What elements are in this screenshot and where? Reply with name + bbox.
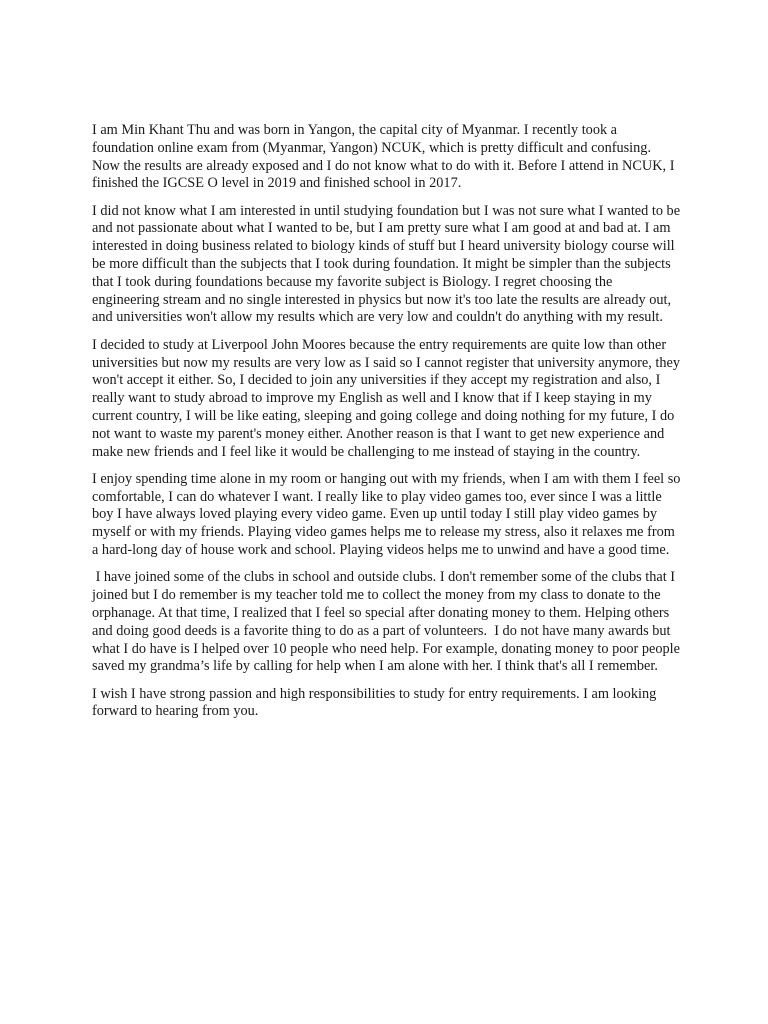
paragraph-interests: I did not know what I am interested in until studying foundation but I was not sure what I wanted to be and not passionate about what I wanted to be, but I am pretty sure what I am good at and bad at. I am interested in doing business related to biology kinds of stuff but I heard university biology course will be more difficult than the subjects that I took during foundation. It might be simpler than the subjects that I took during foundations because my favorite subject is Biology. I regret choosing the engineering stream and no single interested in physics but now it's too late the results are already out, and universities won't allow my results which are very low and couldn't do anything with my result.: [92, 202, 684, 326]
paragraph-introduction: I am Min Khant Thu and was born in Yangon, the capital city of Myanmar. I recently took a foundation online exam from (Myanmar, Yangon) NCUK, which is pretty difficult and confusing. Now the results are already exposed and I do not know what to do with it. Before I attend in NCUK, I finished the IGCSE O level in 2019 and finished school in 2017.: [92, 122, 679, 192]
paragraph-clubs-volunteering: I have joined some of the clubs in school and outside clubs. I don't remember some of the clubs that I joined but I do remember is my teacher told me to collect the money from my class to donate to the orphanage. At that time, I realized that I feel so special after donating money to them. Helping others and doing good deeds is a favorite thing to do as a part of volunteers. I do not have many awards but what I do have is I helped over 10 people who need help. For example, donating money to poor people saved my grandma’s life by calling for help when I am alone with her. I think that's all I remember.: [92, 569, 684, 675]
paragraph-study-choice: I decided to study at Liverpool John Moores because the entry requirements are quite low than other universities but now my results are very low as I said so I cannot register that university anymore, they won't accept it either. So, I decided to join any universities if they accept my registration and also, I really want to study abroad to improve my English as well and I know that if I keep staying in my current country, I will be like eating, sleeping and going college and doing nothing for my future, I do not want to waste my parent's money either. Another reason is that I want to get new experience and make new friends and I feel like it would be challenging to me instead of staying in the country.: [92, 336, 684, 460]
paragraph-closing: I wish I have strong passion and high responsibilities to study for entry requirements. I am looking forward to hearing from you.: [92, 685, 660, 720]
document-body: [92, 122, 685, 731]
paragraph-hobbies: I enjoy spending time alone in my room or hanging out with my friends, when I am with them I feel so comfortable, I can do whatever I want. I really like to play video games too, ever since I was a little boy I have always loved playing every video game. Even up until today I still play video games by myself or with my friends. Playing video games helps me to release my stress, also it relaxes me from a hard-long day of house work and school. Playing videos helps me to unwind and have a good time.: [92, 470, 685, 559]
